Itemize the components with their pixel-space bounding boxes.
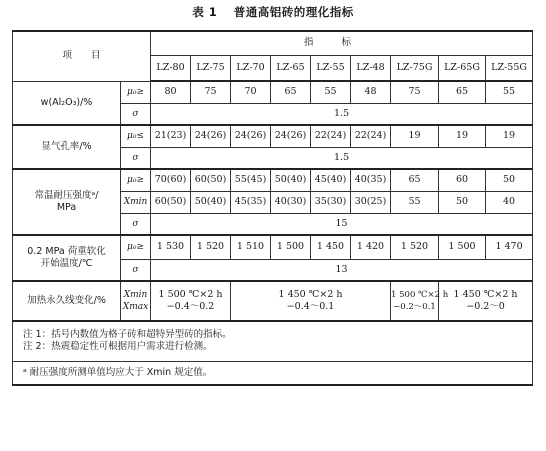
linear-change-group [151,281,231,321]
header-item-cell [13,31,151,81]
table-number: 表 1 [192,5,218,19]
value-cell: 65 [439,81,486,103]
value-cell: 65 [271,81,311,103]
test-condition: 1 450 ℃×2 h [453,289,518,300]
value-cell: 55 [486,81,533,103]
change-range: −0.2～0.1 [393,302,436,312]
value-cell: 1 520 [391,235,439,259]
change-range: −0.2～0 [466,301,505,312]
value-cell: 24(26) [231,125,271,147]
row-label-linear-change: 加热永久线变化/% [13,281,121,321]
value-cell: 1 470 [486,235,533,259]
value-cell: 30(25) [351,191,391,213]
value-cell: 60 [439,169,486,191]
note-1: 注 1：括号内数值为格子砖和超特异型砖的指标。 [23,329,232,341]
value-cell: 40(35) [351,169,391,191]
test-condition: 1 500 ℃×2 h [391,290,449,300]
value-cell: 19 [439,125,486,147]
value-cell: 60(50) [151,191,191,213]
value-cell: 1 500 [439,235,486,259]
value-cell: 75 [391,81,439,103]
value-cell: 24(26) [271,125,311,147]
row-label-softening [13,235,121,281]
table-caption [0,4,546,20]
table-title: 普通高铝砖的理化指标 [233,5,354,19]
value-cell: 22(24) [311,125,351,147]
symbol-xmin: Xmin [123,290,148,300]
sigma-value: 13 [151,259,533,281]
value-cell: 55 [311,81,351,103]
grade-header: LZ-75G [391,55,439,81]
value-cell: 70 [231,81,271,103]
row-label-strength-line2: MPa [56,202,77,213]
row-label-strength [13,169,121,235]
value-cell: 21(23) [151,125,191,147]
change-range: −0.4～0.1 [286,301,335,312]
symbol-mu0-ge: μ₀≥ [121,169,151,191]
symbol-xmin: Xmin [121,191,151,213]
grade-header: LZ-65G [439,55,486,81]
symbol-sigma: σ [121,259,151,281]
grade-header: LZ-80 [151,55,191,81]
value-cell: 75 [191,81,231,103]
value-cell: 70(60) [151,169,191,191]
value-cell: 45(40) [311,169,351,191]
value-cell: 60(50) [191,169,231,191]
linear-change-group [231,281,391,321]
grade-header: LZ-70 [231,55,271,81]
symbol-xmin-xmax [121,281,151,321]
value-cell: 1 420 [351,235,391,259]
header-item-label: 项 目 [62,50,101,62]
value-cell: 1 500 [271,235,311,259]
symbol-sigma: σ [121,103,151,125]
row-label-al2o3: w(Al₂O₃)/% [13,81,121,125]
value-cell: 50(40) [271,169,311,191]
value-cell: 55 [391,191,439,213]
symbol-xmax: Xmax [122,302,149,312]
value-cell: 40 [486,191,533,213]
row-label-strength-line1: 常温耐压强度ᵃ/ [34,190,99,201]
grade-header: LZ-55G [486,55,533,81]
value-cell: 80 [151,81,191,103]
value-cell: 1 520 [191,235,231,259]
notes-cell [13,321,533,361]
value-cell: 1 450 [311,235,351,259]
value-cell: 50 [439,191,486,213]
row-label-softening-line1: 0.2 MPa 荷重软化 [27,246,106,257]
linear-change-group [391,281,449,321]
test-condition: 1 450 ℃×2 h [278,289,343,300]
row-label-porosity: 显气孔率/% [13,125,121,169]
test-condition: 1 500 ℃×2 h [158,289,223,300]
value-cell: 55(45) [231,169,271,191]
value-cell: 50 [486,169,533,191]
value-cell: 35(30) [311,191,351,213]
symbol-sigma: σ [121,147,151,169]
symbol-sigma: σ [121,213,151,235]
grade-header: LZ-48 [351,55,391,81]
value-cell: 45(35) [231,191,271,213]
row-label-softening-line2: 开始温度/℃ [40,258,93,269]
spec-table [12,30,533,386]
value-cell: 1 510 [231,235,271,259]
symbol-mu0-ge: μ₀≥ [121,81,151,103]
value-cell: 22(24) [351,125,391,147]
sigma-value: 1.5 [151,103,533,125]
value-cell: 50(40) [191,191,231,213]
linear-change-group [439,281,533,321]
value-cell: 1 530 [151,235,191,259]
value-cell: 24(26) [191,125,231,147]
grade-header: LZ-75 [191,55,231,81]
value-cell: 40(30) [271,191,311,213]
note-2: 注 2：热震稳定性可根据用户需求进行检测。 [23,341,213,353]
sigma-value: 15 [151,213,533,235]
value-cell: 19 [486,125,533,147]
value-cell: 48 [351,81,391,103]
value-cell: 65 [391,169,439,191]
header-index-label: 指标 [151,31,533,55]
sigma-value: 1.5 [151,147,533,169]
value-cell: 19 [391,125,439,147]
symbol-mu0-le: μ₀≤ [121,125,151,147]
footnote: ᵃ 耐压强度所测单值均应大于 Xmin 规定值。 [13,361,533,385]
change-range: −0.4～0.2 [166,301,215,312]
grade-header: LZ-65 [271,55,311,81]
grade-header: LZ-55 [311,55,351,81]
symbol-mu0-ge: μ₀≥ [121,235,151,259]
